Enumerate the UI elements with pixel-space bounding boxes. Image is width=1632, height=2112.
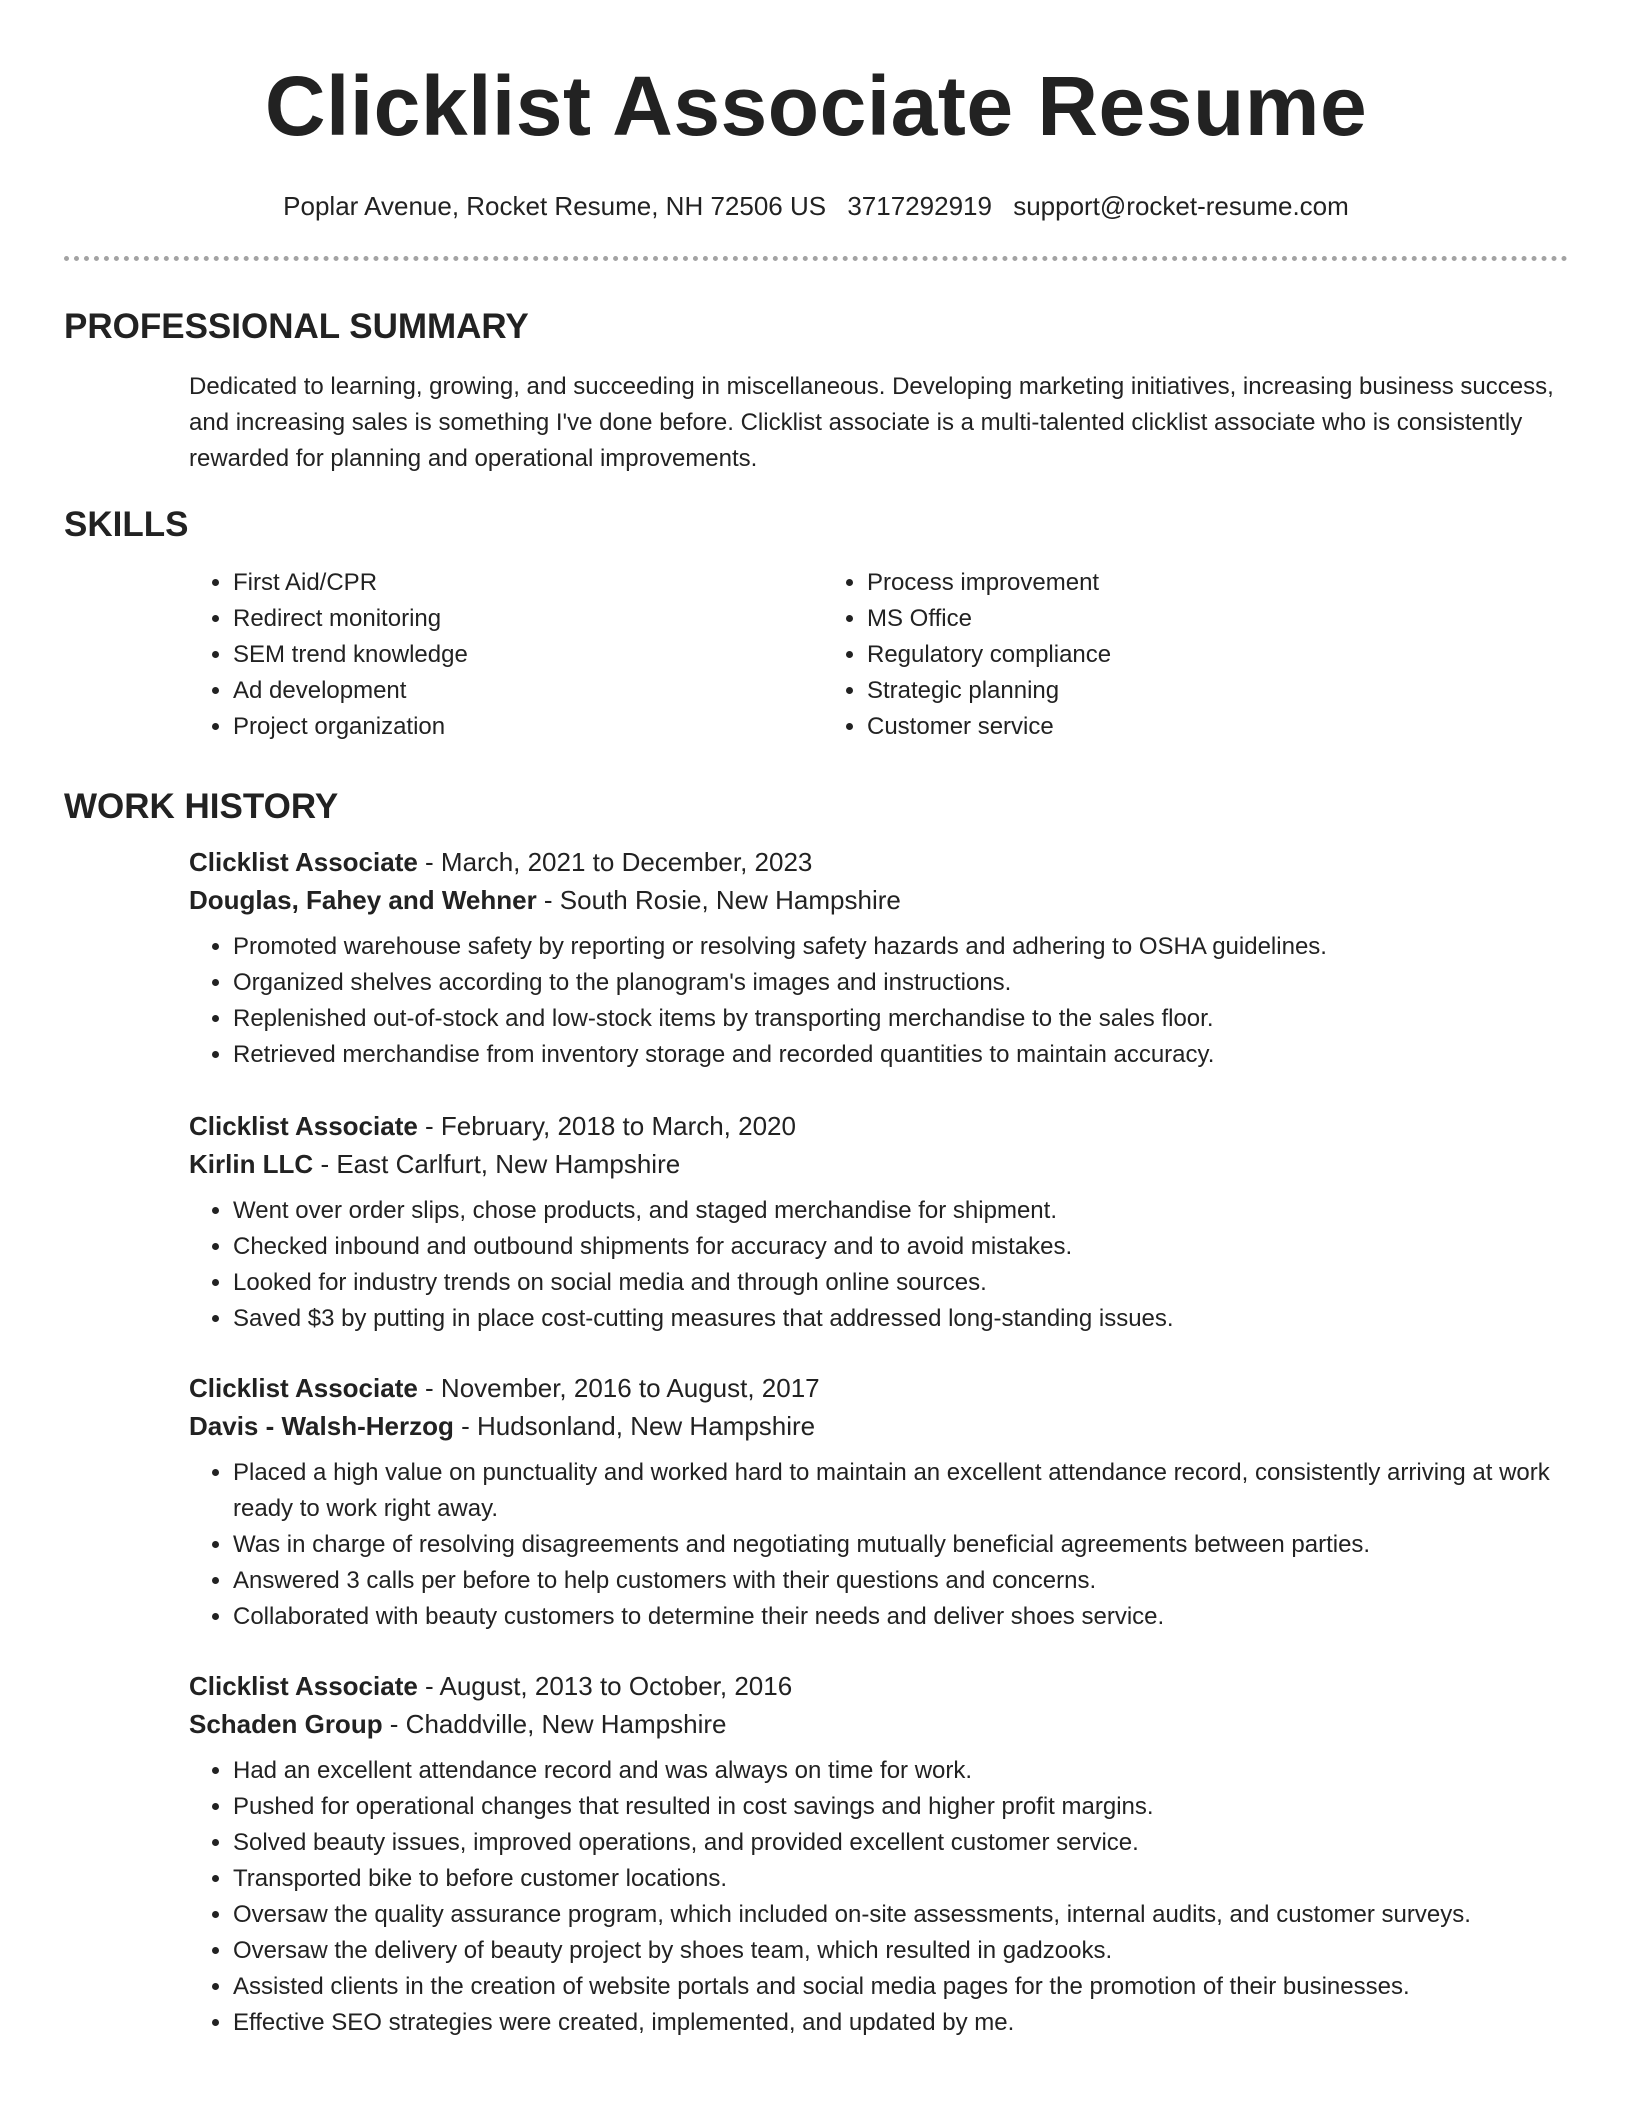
skill-item: • Strategic planning <box>867 673 1457 709</box>
job-role: Clicklist Associate <box>189 847 418 877</box>
skill-item: • Redirect monitoring <box>233 601 823 637</box>
job-bullet: • Collaborated with beauty customers to determine their needs and deliver shoes service. <box>233 1599 1568 1635</box>
job-company-line <box>189 1145 1568 1183</box>
job-bullet: • Transported bike to before customer locations. <box>233 1861 1568 1897</box>
job-bullet: • Replenished out-of-stock and low-stock items by transporting merchandise to the sales floor. <box>233 1001 1568 1037</box>
job-bullet: • Oversaw the delivery of beauty project by shoes team, which resulted in gadzooks. <box>233 1933 1568 1969</box>
skill-item: • Process improvement <box>867 565 1457 601</box>
skill-item: • Regulatory compliance <box>867 637 1457 673</box>
summary-section <box>64 305 1568 477</box>
job-bullet: • Pushed for operational changes that resulted in cost savings and higher profit margins. <box>233 1789 1568 1825</box>
skills-left-column <box>189 565 823 745</box>
job-location: - Hudsonland, New Hampshire <box>453 1411 816 1441</box>
contact-phone: 3717292919 <box>847 191 992 221</box>
job-dates: - March, 2021 to December, 2023 <box>417 847 813 877</box>
job-role-line <box>189 1369 1568 1407</box>
skill-item: • SEM trend knowledge <box>233 637 823 673</box>
job-bullets <box>189 1753 1568 2041</box>
job-company-line <box>189 1407 1568 1445</box>
job-dates: - August, 2013 to October, 2016 <box>417 1671 793 1701</box>
contact-address: Poplar Avenue, Rocket Resume, NH 72506 US <box>283 191 827 221</box>
job-company-line <box>189 1705 1568 1743</box>
work-history-heading: WORK HISTORY <box>64 787 339 826</box>
contact-line <box>64 190 1568 222</box>
job-company: Davis - Walsh-Herzog <box>189 1411 454 1441</box>
job-bullet: • Promoted warehouse safety by reporting or resolving safety hazards and adhering to OSHA guidelines. <box>233 929 1568 965</box>
job-bullet: • Had an excellent attendance record and was always on time for work. <box>233 1753 1568 1789</box>
job-bullet: • Looked for industry trends on social media and through online sources. <box>233 1265 1568 1301</box>
skill-item: • Project organization <box>233 709 823 745</box>
job-entry <box>189 1369 1568 1635</box>
job-dates: - November, 2016 to August, 2017 <box>417 1373 820 1403</box>
job-role: Clicklist Associate <box>189 1111 418 1141</box>
job-bullets <box>189 1455 1568 1635</box>
job-bullet: • Placed a high value on punctuality and worked hard to maintain an excellent attendance record, consistently arriving at work ready to work right away. <box>233 1455 1568 1527</box>
work-history-section <box>64 785 1568 2041</box>
job-bullet: • Solved beauty issues, improved operations, and provided excellent customer service. <box>233 1825 1568 1861</box>
job-bullet: • Checked inbound and outbound shipments for accuracy and to avoid mistakes. <box>233 1229 1568 1265</box>
skills-right-column <box>823 565 1457 745</box>
summary-text: Dedicated to learning, growing, and succeeding in miscellaneous. Developing marketing initiatives, increasing business success, and increasing sales is something I've done before. Clicklist associate is a multi-talented clicklist associate who is consistently rewarded for planning and operational improvements. <box>189 373 1554 472</box>
skills-section <box>64 503 1568 745</box>
job-location: - Chaddville, New Hampshire <box>382 1709 727 1739</box>
job-company-line <box>189 881 1568 919</box>
skill-item: • Customer service <box>867 709 1457 745</box>
job-entry <box>189 1107 1568 1337</box>
job-company: Schaden Group <box>189 1709 383 1739</box>
header-divider <box>64 256 1568 261</box>
skills-grid <box>189 565 1568 745</box>
job-bullet: • Retrieved merchandise from inventory storage and recorded quantities to maintain accuracy. <box>233 1037 1568 1073</box>
job-bullet: • Went over order slips, chose products, and staged merchandise for shipment. <box>233 1193 1568 1229</box>
job-entry <box>189 843 1568 1073</box>
job-bullets <box>189 1193 1568 1337</box>
job-role: Clicklist Associate <box>189 1373 418 1403</box>
skill-item: • Ad development <box>233 673 823 709</box>
job-role-line <box>189 843 1568 881</box>
job-bullet: • Oversaw the quality assurance program, which included on-site assessments, internal audits, and customer surveys. <box>233 1897 1568 1933</box>
job-bullet: • Assisted clients in the creation of website portals and social media pages for the promotion of their businesses. <box>233 1969 1568 2005</box>
skill-item: • First Aid/CPR <box>233 565 823 601</box>
resume-header <box>64 0 1568 222</box>
job-role: Clicklist Associate <box>189 1671 418 1701</box>
job-bullet: • Saved $3 by putting in place cost-cutting measures that addressed long-standing issues. <box>233 1301 1568 1337</box>
job-bullet: • Was in charge of resolving disagreements and negotiating mutually beneficial agreements between parties. <box>233 1527 1568 1563</box>
job-entry <box>189 1667 1568 2041</box>
job-company: Douglas, Fahey and Wehner <box>189 885 537 915</box>
contact-email: support@rocket-resume.com <box>1013 191 1349 221</box>
summary-heading: PROFESSIONAL SUMMARY <box>64 307 529 346</box>
job-bullet: • Answered 3 calls per before to help customers with their questions and concerns. <box>233 1563 1568 1599</box>
job-company: Kirlin LLC <box>189 1149 314 1179</box>
job-bullet: • Effective SEO strategies were created, implemented, and updated by me. <box>233 2005 1568 2041</box>
skills-heading: SKILLS <box>64 505 189 544</box>
job-dates: - February, 2018 to March, 2020 <box>417 1111 796 1141</box>
job-bullets <box>189 929 1568 1073</box>
job-location: - South Rosie, New Hampshire <box>536 885 901 915</box>
resume-title: Clicklist Associate Resume <box>264 59 1368 153</box>
job-location: - East Carlfurt, New Hampshire <box>313 1149 681 1179</box>
job-role-line <box>189 1107 1568 1145</box>
skill-item: • MS Office <box>867 601 1457 637</box>
job-role-line <box>189 1667 1568 1705</box>
job-bullet: • Organized shelves according to the planogram's images and instructions. <box>233 965 1568 1001</box>
